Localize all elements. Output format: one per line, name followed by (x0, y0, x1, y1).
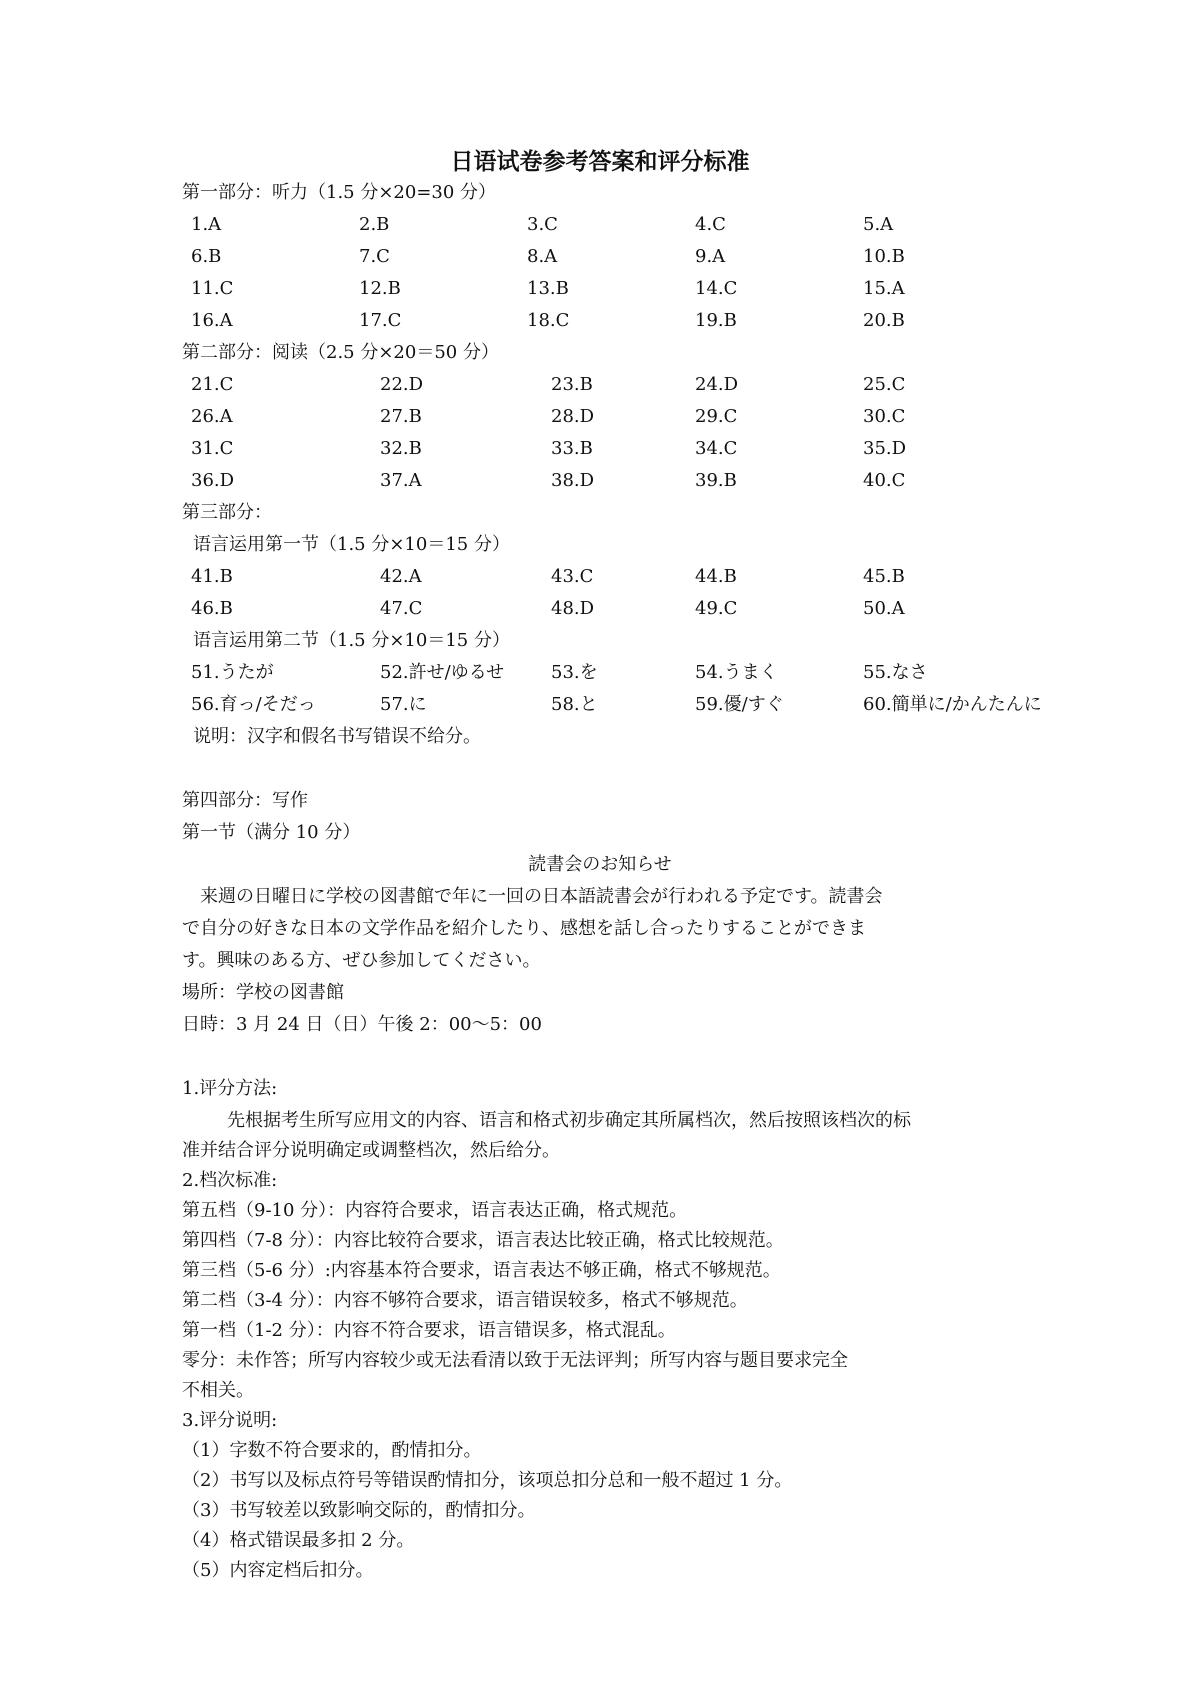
answer-cell: 5.A (863, 214, 894, 235)
answer-cell: 37.A (380, 470, 422, 491)
level-line: 第二档（3-4 分）：内容不够符合要求，语言错误较多，格式不够规范。 (182, 1290, 748, 1311)
part3-section2-heading: 语言运用第二节（1.5 分×10＝15 分） (193, 630, 510, 651)
level-line: 零分：未作答；所写内容较少或无法看清以致于无法评判；所写内容与题目要求完全 (182, 1350, 848, 1371)
answer-cell: 29.C (695, 406, 738, 427)
answer-cell: 9.A (695, 246, 726, 267)
answer-row (0, 468, 1200, 494)
answer-row (0, 244, 1200, 270)
note-line: （5）内容定档后扣分。 (182, 1560, 374, 1581)
answer-cell: 42.A (380, 566, 422, 587)
method-heading: 1.评分方法: (182, 1078, 278, 1099)
level-line: 第四档（7-8 分）：内容比较符合要求，语言表达比较正确，格式比较规范。 (182, 1230, 784, 1251)
answer-cell: 55.なさ (863, 662, 928, 683)
sample-time: 日時：3 月 24 日（日）午後 2：00～5：00 (182, 1014, 542, 1035)
answer-cell: 54.うまく (695, 662, 778, 683)
answer-cell: 24.D (695, 374, 739, 395)
answer-row (0, 596, 1200, 622)
answer-row (0, 564, 1200, 590)
answer-cell: 44.B (695, 566, 737, 587)
level-line: 第一档（1-2 分）：内容不符合要求，语言错误多，格式混乱。 (182, 1320, 676, 1341)
answer-row (0, 308, 1200, 334)
answer-cell: 36.D (191, 470, 235, 491)
answer-row (0, 660, 1200, 686)
level-line: 第三档（5-6 分）:内容基本符合要求，语言表达不够正确，格式不够规范。 (182, 1260, 781, 1281)
answer-cell: 1.A (191, 214, 222, 235)
answer-cell: 22.D (380, 374, 424, 395)
part3-heading: 第三部分： (182, 502, 272, 523)
answer-cell: 10.B (863, 246, 905, 267)
answer-cell: 38.D (551, 470, 595, 491)
part4-heading: 第四部分：写作 (182, 790, 308, 811)
answer-cell: 21.C (191, 374, 234, 395)
answer-cell: 6.B (191, 246, 222, 267)
sample-body-line: で自分の好きな日本の文学作品を紹介したり、感想を話し合ったりすることができま (182, 918, 866, 939)
answer-cell: 35.D (863, 438, 907, 459)
answer-cell: 46.B (191, 598, 233, 619)
answer-cell: 2.B (359, 214, 390, 235)
answer-cell: 13.B (527, 278, 569, 299)
answer-cell: 26.A (191, 406, 233, 427)
answer-cell: 32.B (380, 438, 422, 459)
answer-row (0, 276, 1200, 302)
notes-heading: 3.评分说明: (182, 1410, 278, 1431)
document-title: 日语试卷参考答案和评分标准 (450, 149, 750, 175)
part1-heading: 第一部分：听力（1.5 分×20=30 分） (182, 182, 497, 203)
answer-cell: 23.B (551, 374, 593, 395)
answer-row (0, 692, 1200, 718)
answer-cell: 50.A (863, 598, 905, 619)
note-line: （1）字数不符合要求的，酌情扣分。 (182, 1440, 482, 1461)
sample-title: 読書会のお知らせ (528, 854, 672, 875)
answer-row (0, 372, 1200, 398)
answer-row (0, 436, 1200, 462)
answer-cell: 33.B (551, 438, 593, 459)
answer-cell: 16.A (191, 310, 233, 331)
note-line: （2）书写以及标点符号等错误酌情扣分，该项总扣分总和一般不超过 1 分。 (182, 1470, 793, 1491)
level-line: 第五档（9-10 分）：内容符合要求，语言表达正确，格式规范。 (182, 1200, 688, 1221)
answer-cell: 27.B (380, 406, 422, 427)
answer-cell: 11.C (191, 278, 234, 299)
sample-body-line: す。興味のある方、ぜひ参加してください。 (182, 950, 541, 971)
answer-cell: 47.C (380, 598, 423, 619)
answer-cell: 8.A (527, 246, 558, 267)
answer-cell: 34.C (695, 438, 738, 459)
answer-cell: 57.に (380, 694, 427, 715)
answer-cell: 39.B (695, 470, 737, 491)
note-line: （3）书写较差以致影响交际的，酌情扣分。 (182, 1500, 536, 1521)
part2-heading: 第二部分：阅读（2.5 分×20＝50 分） (182, 342, 499, 363)
answer-cell: 45.B (863, 566, 905, 587)
part4-section-heading: 第一节（满分 10 分） (182, 822, 361, 843)
answer-cell: 52.許せ/ゆるせ (380, 662, 505, 683)
levels-heading: 2.档次标准: (182, 1170, 278, 1191)
answer-cell: 30.C (863, 406, 906, 427)
part3-note: 说明：汉字和假名书写错误不给分。 (193, 726, 481, 747)
answer-cell: 19.B (695, 310, 737, 331)
answer-cell: 7.C (359, 246, 390, 267)
note-line: （4）格式错误最多扣 2 分。 (182, 1530, 415, 1551)
answer-cell: 51.うたが (191, 662, 274, 683)
answer-row (0, 404, 1200, 430)
answer-cell: 28.D (551, 406, 595, 427)
answer-cell: 60.簡単に/かんたんに (863, 694, 1042, 715)
answer-cell: 49.C (695, 598, 738, 619)
answer-cell: 4.C (695, 214, 726, 235)
answer-cell: 40.C (863, 470, 906, 491)
answer-cell: 53.を (551, 662, 598, 683)
answer-cell: 25.C (863, 374, 906, 395)
level-line: 不相关。 (182, 1380, 254, 1401)
answer-cell: 3.C (527, 214, 558, 235)
sample-body-line: 来週の日曜日に学校の図書館で年に一回の日本語読書会が行われる予定です。読書会 (182, 886, 883, 907)
answer-cell: 43.C (551, 566, 594, 587)
answer-cell: 31.C (191, 438, 234, 459)
method-text-line: 准并结合评分说明确定或调整档次，然后给分。 (182, 1140, 560, 1161)
answer-cell: 14.C (695, 278, 738, 299)
sample-place: 場所：学校の図書館 (182, 982, 344, 1003)
answer-cell: 15.A (863, 278, 905, 299)
method-text-line: 先根据考生所写应用文的内容、语言和格式初步确定其所属档次，然后按照该档次的标 (227, 1110, 911, 1131)
answer-cell: 20.B (863, 310, 905, 331)
answer-cell: 58.と (551, 694, 598, 715)
answer-cell: 56.育っ/そだっ (191, 694, 316, 715)
answer-cell: 48.D (551, 598, 595, 619)
answer-cell: 17.C (359, 310, 402, 331)
answer-cell: 41.B (191, 566, 233, 587)
answer-cell: 12.B (359, 278, 401, 299)
answer-cell: 59.優/すぐ (695, 694, 784, 715)
answer-row (0, 212, 1200, 238)
answer-cell: 18.C (527, 310, 570, 331)
part3-section1-heading: 语言运用第一节（1.5 分×10＝15 分） (193, 534, 510, 555)
